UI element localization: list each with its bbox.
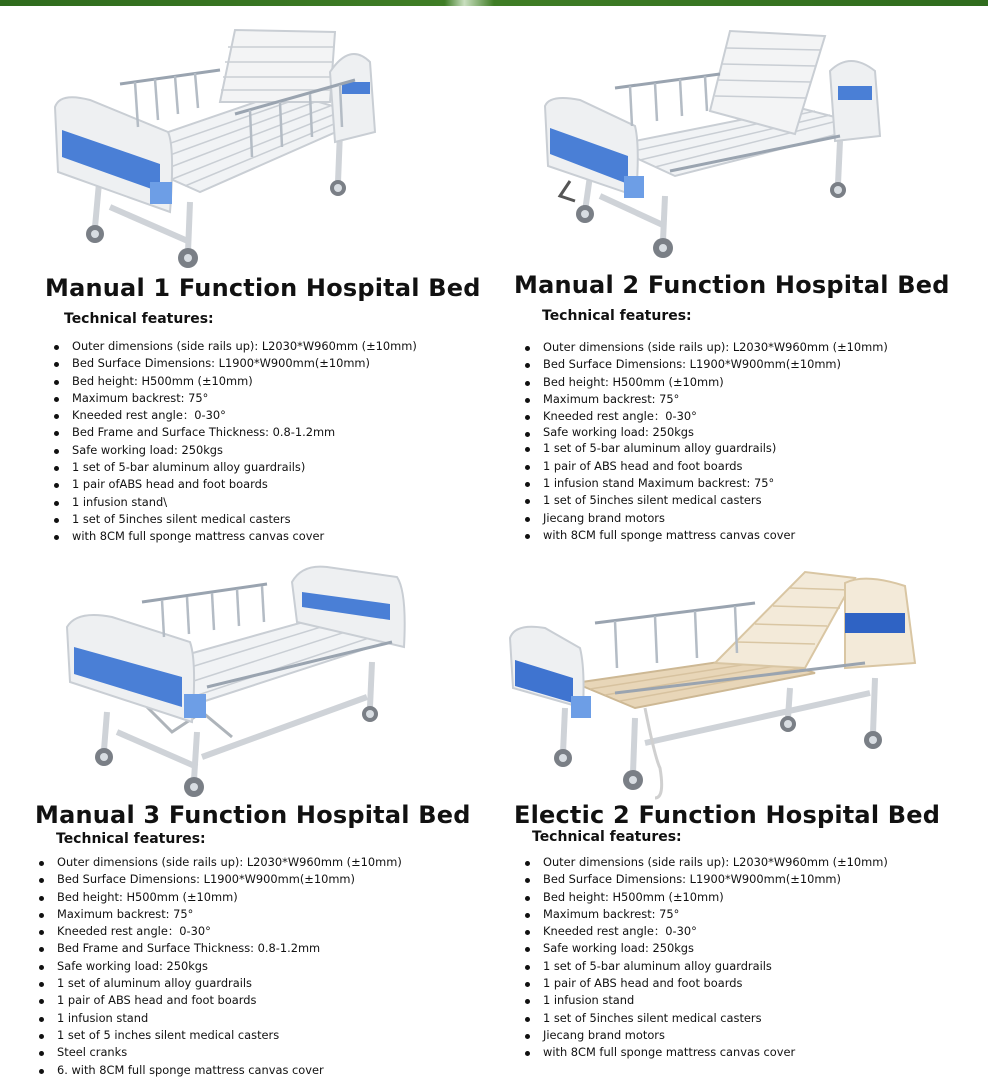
feature-item: Bed Surface Dimensions: L1900*W900mm(±10mm)	[39, 871, 402, 888]
product-title: Manual 3 Function Hospital Bed	[35, 801, 471, 829]
feature-list	[525, 854, 888, 1062]
feature-item: Bed height: H500mm (±10mm)	[54, 373, 417, 390]
feature-item: Bed Surface Dimensions: L1900*W900mm(±10mm)	[54, 355, 417, 372]
technical-features-heading: Technical features:	[542, 308, 692, 324]
technical-features-heading: Technical features:	[56, 831, 206, 847]
product-title: Manual 1 Function Hospital Bed	[45, 274, 481, 302]
feature-item: 1 pair of ABS head and foot boards	[525, 458, 888, 475]
bed-image-electric-2	[505, 568, 920, 803]
feature-item: Bed height: H500mm (±10mm)	[525, 889, 888, 906]
feature-item: Outer dimensions (side rails up): L2030*W960mm (±10mm)	[525, 854, 888, 871]
feature-item: Safe working load: 250kgs	[39, 958, 402, 975]
feature-item: Bed height: H500mm (±10mm)	[525, 374, 888, 391]
feature-list	[54, 338, 417, 546]
feature-item: 1 set of aluminum alloy guardrails	[39, 975, 402, 992]
feature-item: Bed height: H500mm (±10mm)	[39, 889, 402, 906]
feature-item: Bed Surface Dimensions: L1900*W900mm(±10mm)	[525, 356, 888, 373]
feature-item: Outer dimensions (side rails up): L2030*W960mm (±10mm)	[39, 854, 402, 871]
feature-item: 1 pair ofABS head and foot boards	[54, 476, 417, 493]
feature-item: Kneeded rest angle：0-30°	[39, 923, 402, 940]
technical-features-heading: Technical features:	[532, 829, 682, 845]
feature-item: Bed Frame and Surface Thickness: 0.8-1.2mm	[39, 940, 402, 957]
feature-item: 1 set of 5 inches silent medical casters	[39, 1027, 402, 1044]
feature-item: 1 infusion stand\	[54, 494, 417, 511]
technical-features-heading: Technical features:	[64, 311, 214, 327]
bed-image-manual-2	[540, 26, 885, 266]
feature-item: 1 set of 5-bar aluminum alloy guardrails	[525, 958, 888, 975]
feature-item: 6. with 8CM full sponge mattress canvas cover	[39, 1062, 402, 1079]
feature-item: with 8CM full sponge mattress canvas cover	[525, 1044, 888, 1061]
feature-item: 1 pair of ABS head and foot boards	[39, 992, 402, 1009]
feature-item: Kneeded rest angle：0-30°	[525, 408, 888, 425]
feature-item: Maximum backrest: 75°	[525, 391, 888, 408]
feature-item: Kneeded rest angle：0-30°	[54, 407, 417, 424]
feature-item: Maximum backrest: 75°	[525, 906, 888, 923]
feature-item: Bed Frame and Surface Thickness: 0.8-1.2mm	[54, 424, 417, 441]
feature-item: Safe working load: 250kgs	[525, 940, 888, 957]
feature-item: Safe working load: 250kgs	[54, 442, 417, 459]
product-title: Electic 2 Function Hospital Bed	[514, 801, 941, 829]
feature-item: 1 set of 5inches silent medical casters	[525, 492, 888, 509]
feature-item: 1 set of 5-bar aluminum alloy guardrails)	[54, 459, 417, 476]
feature-item: Bed Surface Dimensions: L1900*W900mm(±10mm)	[525, 871, 888, 888]
feature-item: 1 set of 5inches silent medical casters	[525, 1010, 888, 1027]
product-title: Manual 2 Function Hospital Bed	[514, 271, 950, 299]
feature-item: with 8CM full sponge mattress canvas cover	[54, 528, 417, 545]
feature-item: 1 infusion stand	[39, 1010, 402, 1027]
feature-item: Maximum backrest: 75°	[39, 906, 402, 923]
feature-item: Jiecang brand motors	[525, 1027, 888, 1044]
feature-item: Jiecang brand motors	[525, 510, 888, 527]
feature-item: Outer dimensions (side rails up): L2030*W960mm (±10mm)	[54, 338, 417, 355]
feature-item: 1 set of 5inches silent medical casters	[54, 511, 417, 528]
feature-item: 1 infusion stand	[525, 992, 888, 1009]
feature-item: Kneeded rest angle：0-30°	[525, 923, 888, 940]
feature-list	[39, 854, 402, 1079]
feature-item: Safe working load: 250kgs	[525, 425, 888, 440]
feature-item: 1 pair of ABS head and foot boards	[525, 975, 888, 992]
feature-list	[525, 339, 888, 544]
feature-item: with 8CM full sponge mattress canvas cover	[525, 527, 888, 544]
feature-item: 1 infusion stand Maximum backrest: 75°	[525, 475, 888, 492]
feature-item: Outer dimensions (side rails up): L2030*W960mm (±10mm)	[525, 339, 888, 356]
bed-image-manual-1	[50, 22, 380, 272]
feature-item: Maximum backrest: 75°	[54, 390, 417, 407]
bed-image-manual-3	[62, 562, 412, 802]
feature-item: 1 set of 5-bar aluminum alloy guardrails)	[525, 440, 888, 457]
top-accent-bar	[0, 0, 988, 6]
feature-item: Steel cranks	[39, 1044, 402, 1061]
